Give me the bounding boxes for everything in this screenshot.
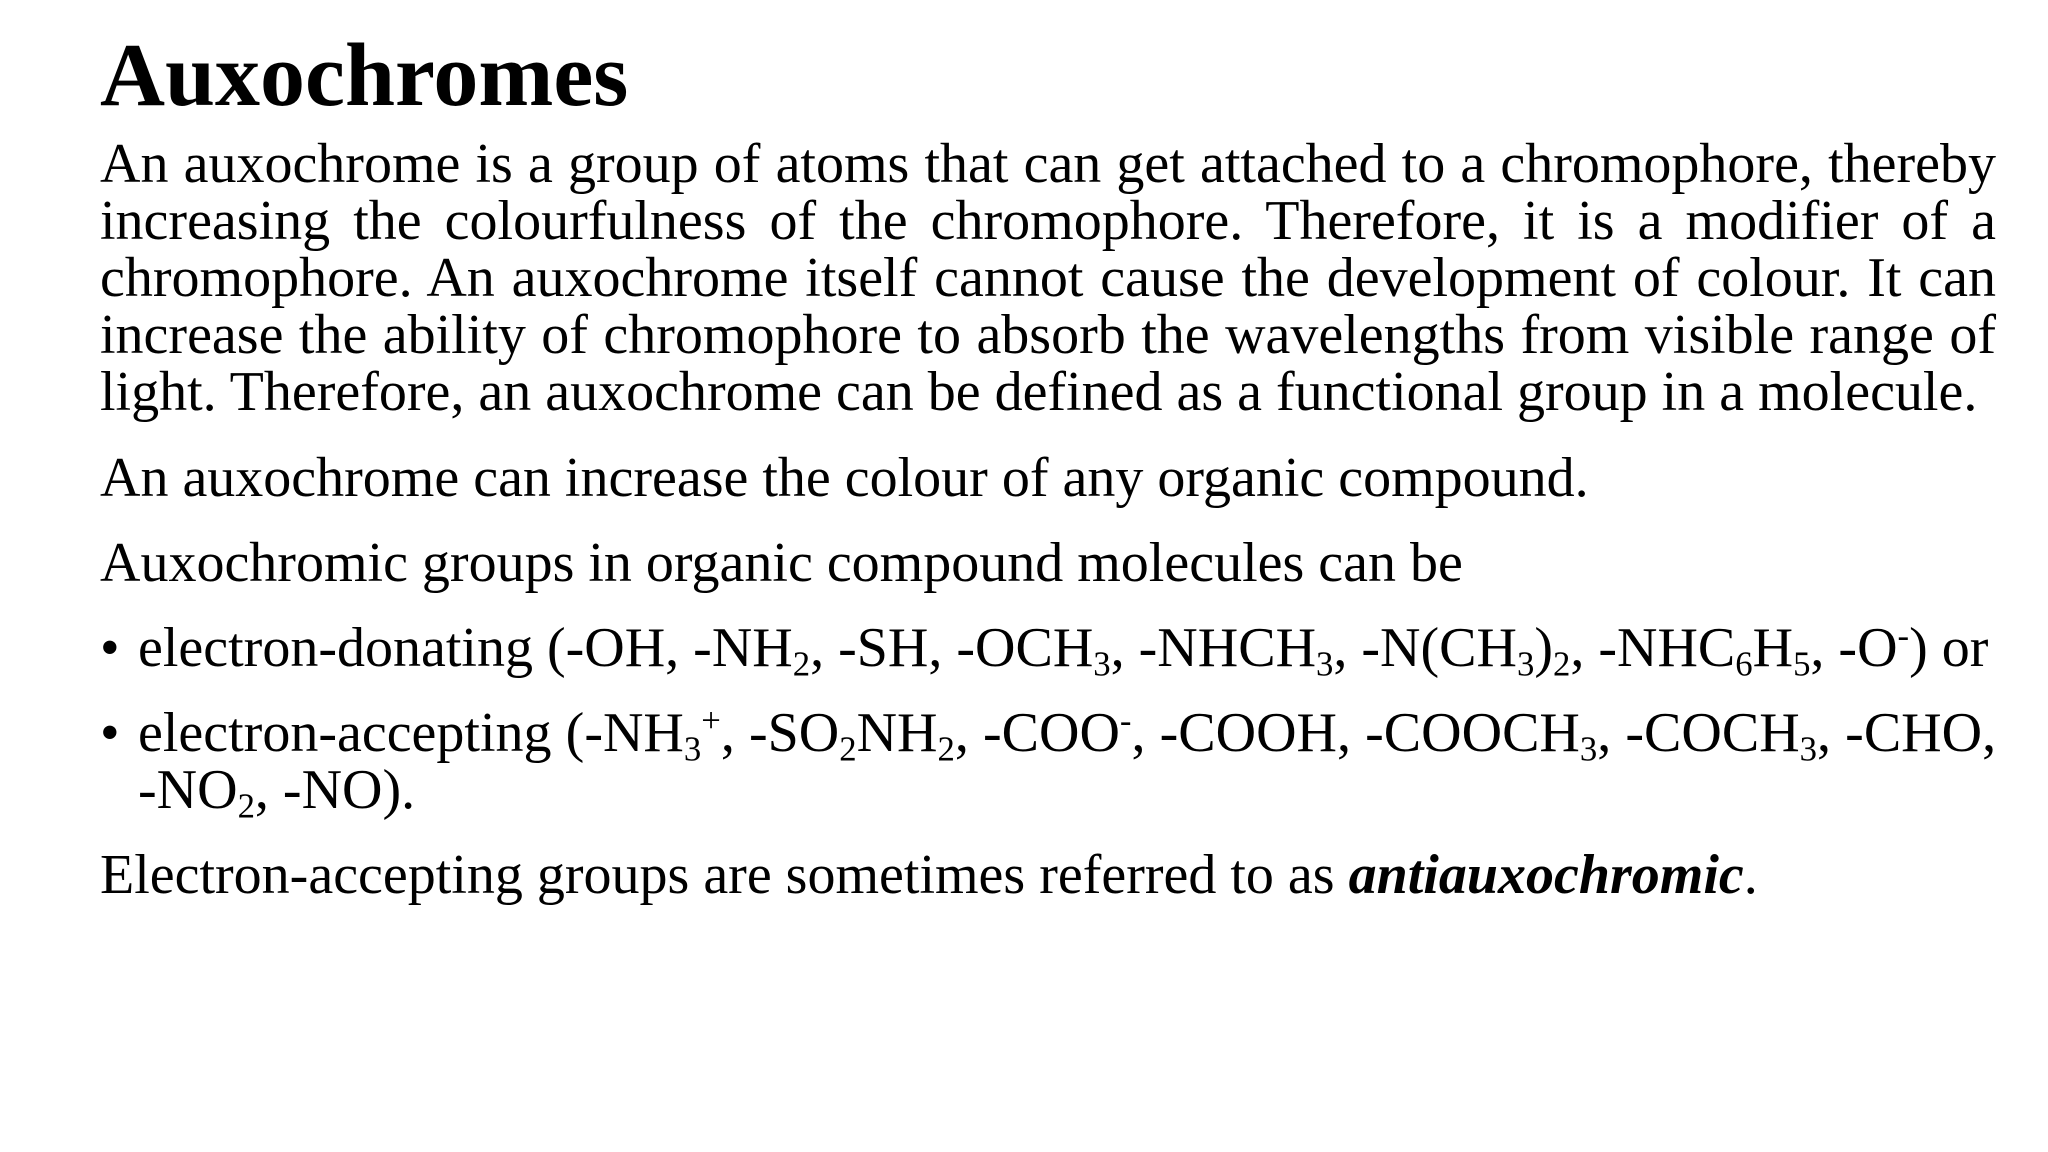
closing-paragraph <box>100 844 1996 907</box>
group-formula: -CHO <box>1845 701 1983 764</box>
group-formula: $-NO_2$ <box>138 758 255 826</box>
group-formula: $-NH_2$ <box>693 616 811 684</box>
bullet-marker: • <box>100 701 120 764</box>
slide-body <box>100 133 1997 907</box>
statement-paragraph: An auxochrome can increase the colour of any organic compound. <box>100 446 1589 509</box>
group-formula: $-NHCH_3$ <box>1138 616 1334 684</box>
bullet-electron-accepting: • electron-accepting ($-NH_3^+$, $-SO_2NH_2$, -COO-, -COOH, $-COOCH_3$, $-COCH_3$, -CHO, $-NO_2$, -NO). <box>100 700 1997 826</box>
group-formula: $-SO_2NH_2$ <box>748 701 955 769</box>
antiauxochromic-term: antiauxochromic <box>1348 844 1744 907</box>
group-formula: $-COCH_3$ <box>1625 701 1818 769</box>
group-formula: $-COOCH_3$ <box>1365 701 1598 769</box>
group-formula: -SH <box>838 616 929 679</box>
group-formula: -OH <box>565 616 666 679</box>
bullet-connector: or <box>1941 616 1989 679</box>
group-formula: -COOH <box>1159 701 1337 764</box>
slide-title: Auxochromes <box>100 26 629 125</box>
group-bullet-list <box>100 615 1997 826</box>
slide <box>100 22 1997 907</box>
bullet-label: electron-donating <box>138 616 533 679</box>
group-formula: $-OCH_3$ <box>956 616 1111 684</box>
group-formula: $-NHC_6H_5$ <box>1598 616 1811 684</box>
group-formula: -O- <box>1838 615 1910 679</box>
group-formula: -COO- <box>983 700 1132 764</box>
bullet-label: electron-accepting <box>138 701 552 764</box>
closing-prefix: Electron-accepting groups are sometimes referred to as <box>100 844 1349 907</box>
bullet-marker: • <box>100 616 120 679</box>
group-formula: $-N(CH_3)_2$ <box>1361 616 1571 684</box>
bullet-electron-donating: • electron-donating (-OH, $-NH_2$, -SH, $-OCH_3$, $-NHCH_3$, $-N(CH_3)_2$, $-NHC_6H_5$, -O-) or <box>100 615 1989 684</box>
group-formula: -NO <box>282 758 383 821</box>
intro-paragraph: An auxochrome is a group of atoms that can get attached to a chromophore, thereby increasing the colourfulness of the chromophore. Therefore, it is a modifier of a chromophore. An auxochrome itself cannot cause the development of colour. It can increase the ability of chromophore to absorb the wavelengths from visible range of light. Therefore, an auxochrome can be defined as a functional group in a molecule. <box>100 133 1996 424</box>
groups-intro-paragraph: Auxochromic groups in organic compound molecules can be <box>100 531 1463 594</box>
closing-suffix: . <box>1743 844 1758 907</box>
group-formula: $-NH_3^+$ <box>584 700 721 769</box>
